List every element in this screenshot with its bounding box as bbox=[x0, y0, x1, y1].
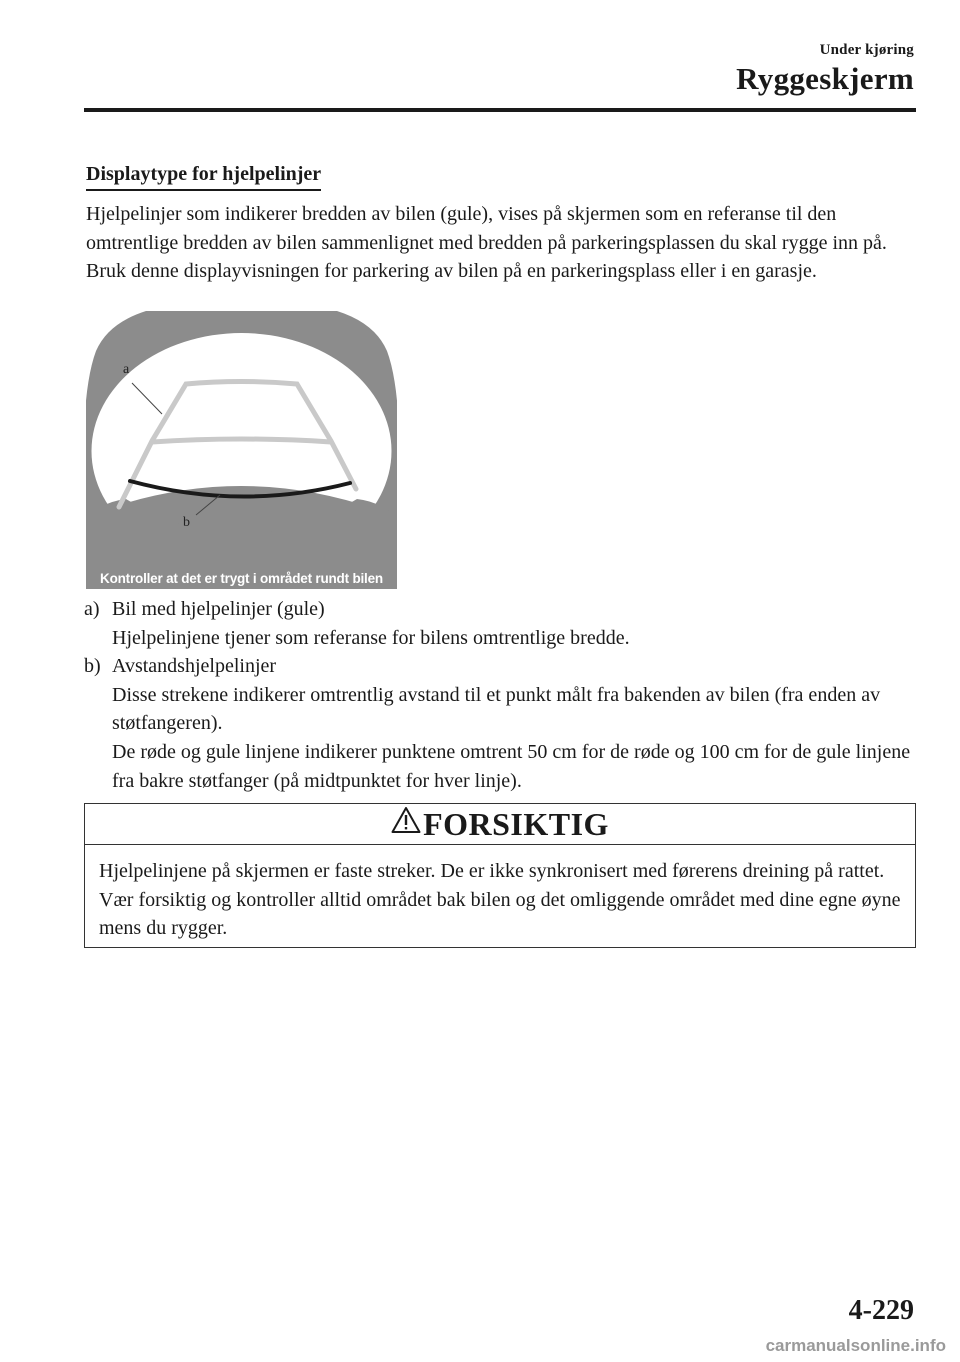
legend-title: Avstandshjelpelinjer bbox=[112, 655, 277, 678]
caution-text: Hjelpelinjene på skjermen er faste streker. De er ikke synkronisert med førerens dreining på rattet. Vær forsiktig og kontroller alltid området bak bilen og det omliggende området med dine egne øyne mens du rygger. bbox=[99, 860, 901, 940]
body-paragraph: Bruk denne displayvisningen for parkering av bilen på en parkeringsplass eller i en garasje. bbox=[86, 260, 817, 283]
chapter-name: Under kjøring bbox=[819, 42, 914, 58]
caution-title: FORSIKTIG bbox=[423, 806, 609, 842]
page-number: 4-229 bbox=[848, 1295, 914, 1326]
caution-box bbox=[84, 803, 916, 948]
legend-marker: a) bbox=[84, 598, 100, 620]
page-header bbox=[736, 42, 914, 97]
legend-title: Bil med hjelpelinjer (gule) bbox=[112, 598, 325, 620]
camera-screen-illustration bbox=[86, 311, 397, 589]
legend-marker: b) bbox=[84, 655, 101, 678]
camera-display-figure bbox=[86, 311, 397, 589]
warning-triangle-icon bbox=[391, 806, 421, 839]
body-paragraph: Hjelpelinjer som indikerer bredden av bilen (gule), vises på skjermen som en referanse til den omtrentlige bredden av bilen sammenlignet med bredden på parkeringsplassen du skal rygge inn på. bbox=[86, 203, 887, 254]
section-heading: Displaytype for hjelpelinjer bbox=[86, 163, 321, 191]
legend-item-b bbox=[84, 652, 924, 795]
watermark-link[interactable]: carmanualsonline.info bbox=[765, 1336, 946, 1355]
legend-item-a bbox=[84, 595, 924, 652]
page-title: Ryggeskjerm bbox=[736, 61, 914, 96]
legend-description: De røde og gule linjene indikerer punktene omtrent 50 cm for de røde og 100 cm for de gule linjene fra bakre støtfanger (på midtpunktet for hver linje). bbox=[112, 740, 911, 792]
legend-description: Hjelpelinjene tjener som referanse for bilens omtrentlige bredde. bbox=[112, 626, 630, 649]
legend-description: Disse strekene indikerer omtrentlig avstand til et punkt målt fra bakenden av bilen (fra enden av støtfangeren). bbox=[112, 683, 881, 735]
callout-b-label: b bbox=[183, 515, 190, 530]
section-body bbox=[86, 200, 918, 286]
figure-caption: Kontroller at det er trygt i området rundt bilen bbox=[100, 571, 383, 586]
header-divider bbox=[84, 108, 916, 112]
caution-header bbox=[85, 804, 915, 845]
figure-legend bbox=[84, 595, 924, 795]
callout-a-label: a bbox=[123, 362, 130, 377]
